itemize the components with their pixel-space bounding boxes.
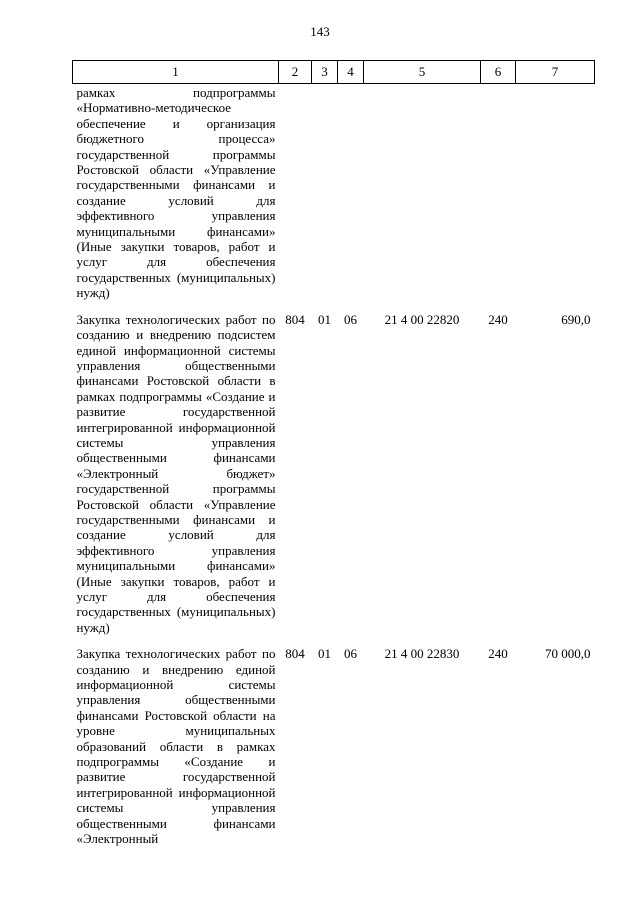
header-row (73, 61, 595, 84)
table-row (73, 84, 595, 312)
header-col-4: 4 (338, 61, 364, 84)
row-col-7 (516, 84, 595, 312)
row-col-5: 21 4 00 22830 (384, 646, 460, 662)
header-col-6: 6 (481, 61, 516, 84)
row-description: Закупка технологических работ по созданию и внедрению единой информационной системы управления общественными финансами Ростовской области на уровне муниципальных образований области в рамках подпрограммы «Создание и развитие государственной интегрированной информационной системы управления общественными финансами «Электронный (76, 646, 276, 847)
row-col-5 (364, 84, 481, 312)
row-col-3: 01 (318, 311, 331, 327)
page-number: 143 (310, 24, 330, 39)
row-col-7: 70 000,0 (545, 646, 591, 662)
row-col-7: 690,0 (561, 311, 591, 327)
row-col-3: 01 (318, 646, 331, 662)
header-col-5: 5 (364, 61, 481, 84)
row-col-6 (481, 84, 516, 312)
row-col-4: 06 (344, 311, 357, 327)
table-header (73, 61, 595, 84)
row-col-3 (312, 84, 338, 312)
header-col-1: 1 (73, 61, 279, 84)
row-col-4: 06 (344, 646, 357, 662)
row-col-6: 240 (488, 311, 508, 327)
row-col-2: 804 (285, 311, 305, 327)
row-col-5: 21 4 00 22820 (384, 311, 460, 327)
row-col-6: 240 (488, 646, 508, 662)
header-col-2: 2 (279, 61, 312, 84)
row-col-2 (279, 84, 312, 312)
row-col-4 (338, 84, 364, 312)
row-description: Закупка технологических работ по созданию и внедрению подсистем единой информационной системы управления общественными финансами Ростовской области в рамках подпрограммы «Создание и развитие государственной интегрированной информационной системы управления общественными финансами «Электронный бюджет» государственной программы Ростовской области «Управление государственными финансами и создание условий для эффективного управления муниципальными финансами» (Иные закупки товаров, работ и услуг для обеспечения государственных (муниципальных) нужд) (76, 311, 276, 635)
header-col-7: 7 (516, 61, 595, 84)
table-row (73, 646, 595, 857)
budget-table (72, 60, 595, 858)
table-row (73, 312, 595, 647)
row-description: рамках подпрограммы «Нормативно-методическое обеспечение и организация бюджетного процесса» государственной программы Ростовской области «Управление государственными финансами и создание условий для эффективного управления муниципальными финансами» (Иные закупки товаров, работ и услуг для обеспечения государственных (муниципальных) нужд) (76, 85, 276, 301)
header-col-3: 3 (312, 61, 338, 84)
row-col-2: 804 (285, 646, 305, 662)
table-body (73, 84, 595, 858)
